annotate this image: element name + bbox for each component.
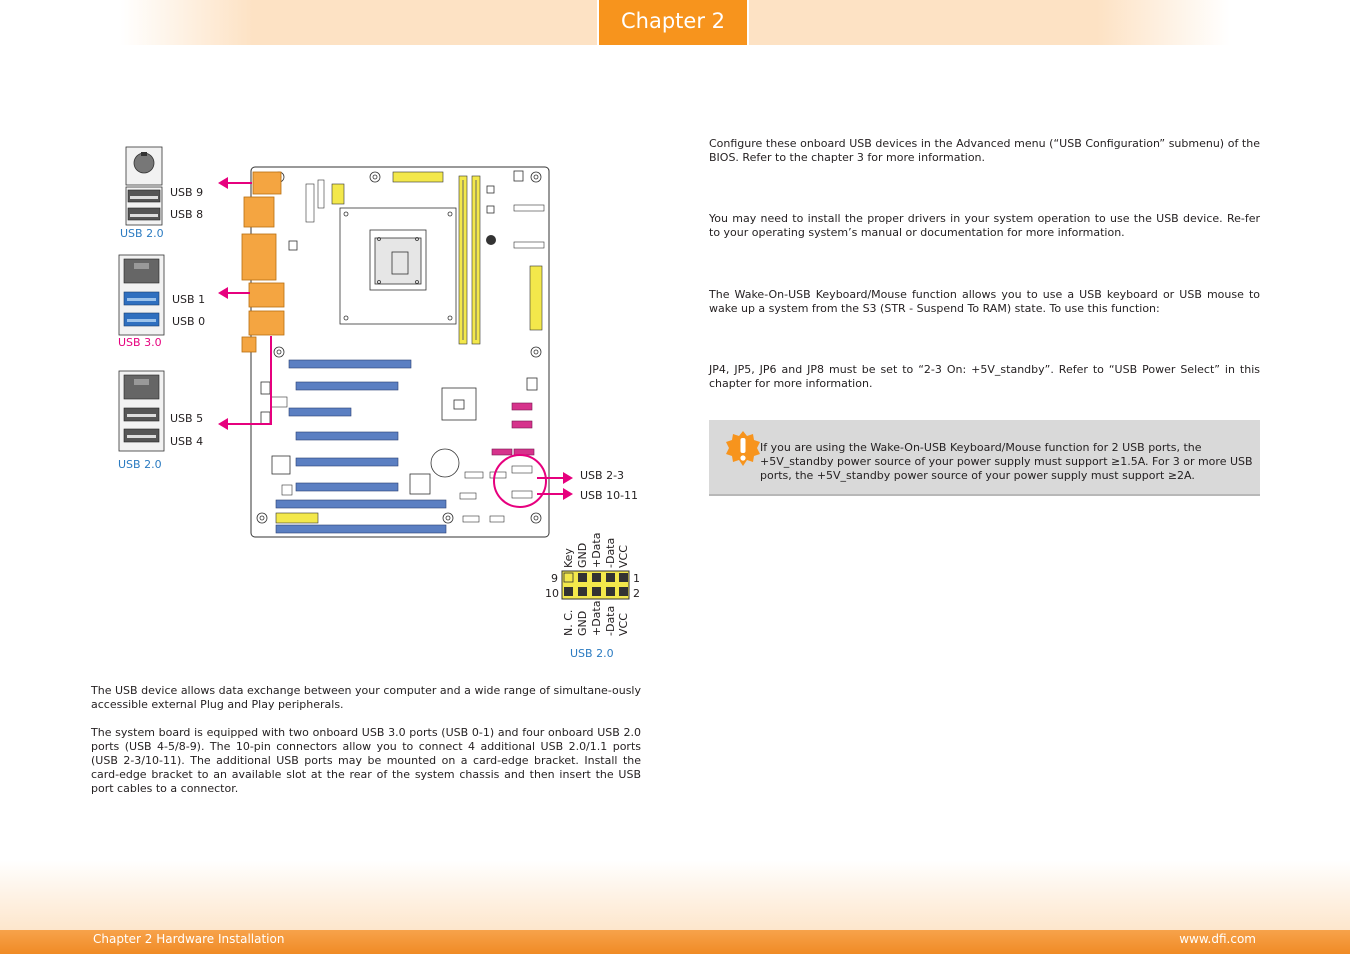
right-paragraph-1: Configure these onboard USB devices in the Advanced menu (“USB Configuration” submenu) of the BIOS. Refer to the chapter 3 for more information. — [709, 137, 1260, 164]
chapter-tab[interactable]: Chapter 2 — [597, 0, 749, 45]
left-paragraph-1: The USB device allows data exchange between your computer and a wide range of simultane-ously accessible external Plug and Play peripherals. — [91, 684, 641, 711]
warning-icon — [725, 430, 761, 468]
usb20-caption-bottom: USB 2.0 — [118, 458, 162, 471]
pin-label-data-minus-top: -Data — [604, 537, 617, 568]
footer-website-link[interactable]: www.dfi.com — [1179, 932, 1256, 946]
right-paragraph-2: You may need to install the proper drivers in your system operation to use the USB device. Re-fer to your operating system’s manual or documentation for more information. — [709, 212, 1260, 239]
pin-label-nc: N. C. — [562, 609, 575, 636]
right-paragraph-4: JP4, JP5, JP6 and JP8 must be set to “2-3 On: +5V_standby”. Refer to “USB Power Select” in this chapter for more information. — [709, 363, 1260, 390]
right-paragraph-3: The Wake-On-USB Keyboard/Mouse function allows you to use a USB keyboard or USB mouse to wake up a system from the S3 (STR - Suspend To RAM) state. To use this function: — [709, 288, 1260, 315]
pin-number-9: 9 — [551, 572, 558, 585]
pin-label-vcc-bottom: VCC — [617, 613, 630, 636]
left-paragraph-2: The system board is equipped with two onboard USB 3.0 ports (USB 0-1) and four onboard USB 2.0 ports (USB 4-5/8-9). The 10-pin connectors allow you to connect 4 additional USB 2.0/1.1 ports (USB 2-3/10-11). The additional USB ports may be mounted on a card-edge bracket. Install the card-edge bracket to an available slot at the rear of the system chassis and then insert the USB port cables to a connector. — [91, 726, 641, 795]
pin-number-1: 1 — [633, 572, 640, 585]
pin-label-data-plus-top: +Data — [590, 532, 603, 568]
pin-label-gnd-bottom: GND — [576, 610, 589, 636]
footer-band — [0, 860, 1350, 930]
pin-label-data-minus-bottom: -Data — [604, 605, 617, 636]
usb8-label: USB 8 — [170, 208, 204, 221]
usb1-label: USB 1 — [172, 293, 206, 306]
usb4-label: USB 4 — [170, 435, 204, 448]
note-box — [709, 420, 1260, 496]
pin-number-2: 2 — [633, 587, 640, 600]
pin-label-gnd-top: GND — [576, 542, 589, 568]
usb30-caption: USB 3.0 — [118, 336, 162, 349]
pin-label-data-plus-bottom: +Data — [590, 600, 603, 636]
pin-label-vcc-top: VCC — [617, 545, 630, 568]
pin-number-10: 10 — [545, 587, 559, 600]
usb20-caption-top: USB 2.0 — [120, 227, 164, 240]
usb0-label: USB 0 — [172, 315, 206, 328]
pin-label-key: Key — [562, 548, 575, 568]
usb2-3-label: USB 2-3 — [580, 469, 625, 482]
note-text: If you are using the Wake-On-USB Keyboard/Mouse function for 2 USB ports, the +5V_standby power source of your power supply must support ≥1.5A. For 3 or more USB ports, the +5V_standby power source of your power supply must support ≥2A. — [760, 441, 1253, 482]
footer-section-title: Chapter 2 Hardware Installation — [93, 932, 285, 946]
usb9-label: USB 9 — [170, 186, 204, 199]
pinout-caption: USB 2.0 — [570, 647, 614, 660]
usb10-11-label: USB 10-11 — [580, 489, 639, 502]
usb5-label: USB 5 — [170, 412, 204, 425]
